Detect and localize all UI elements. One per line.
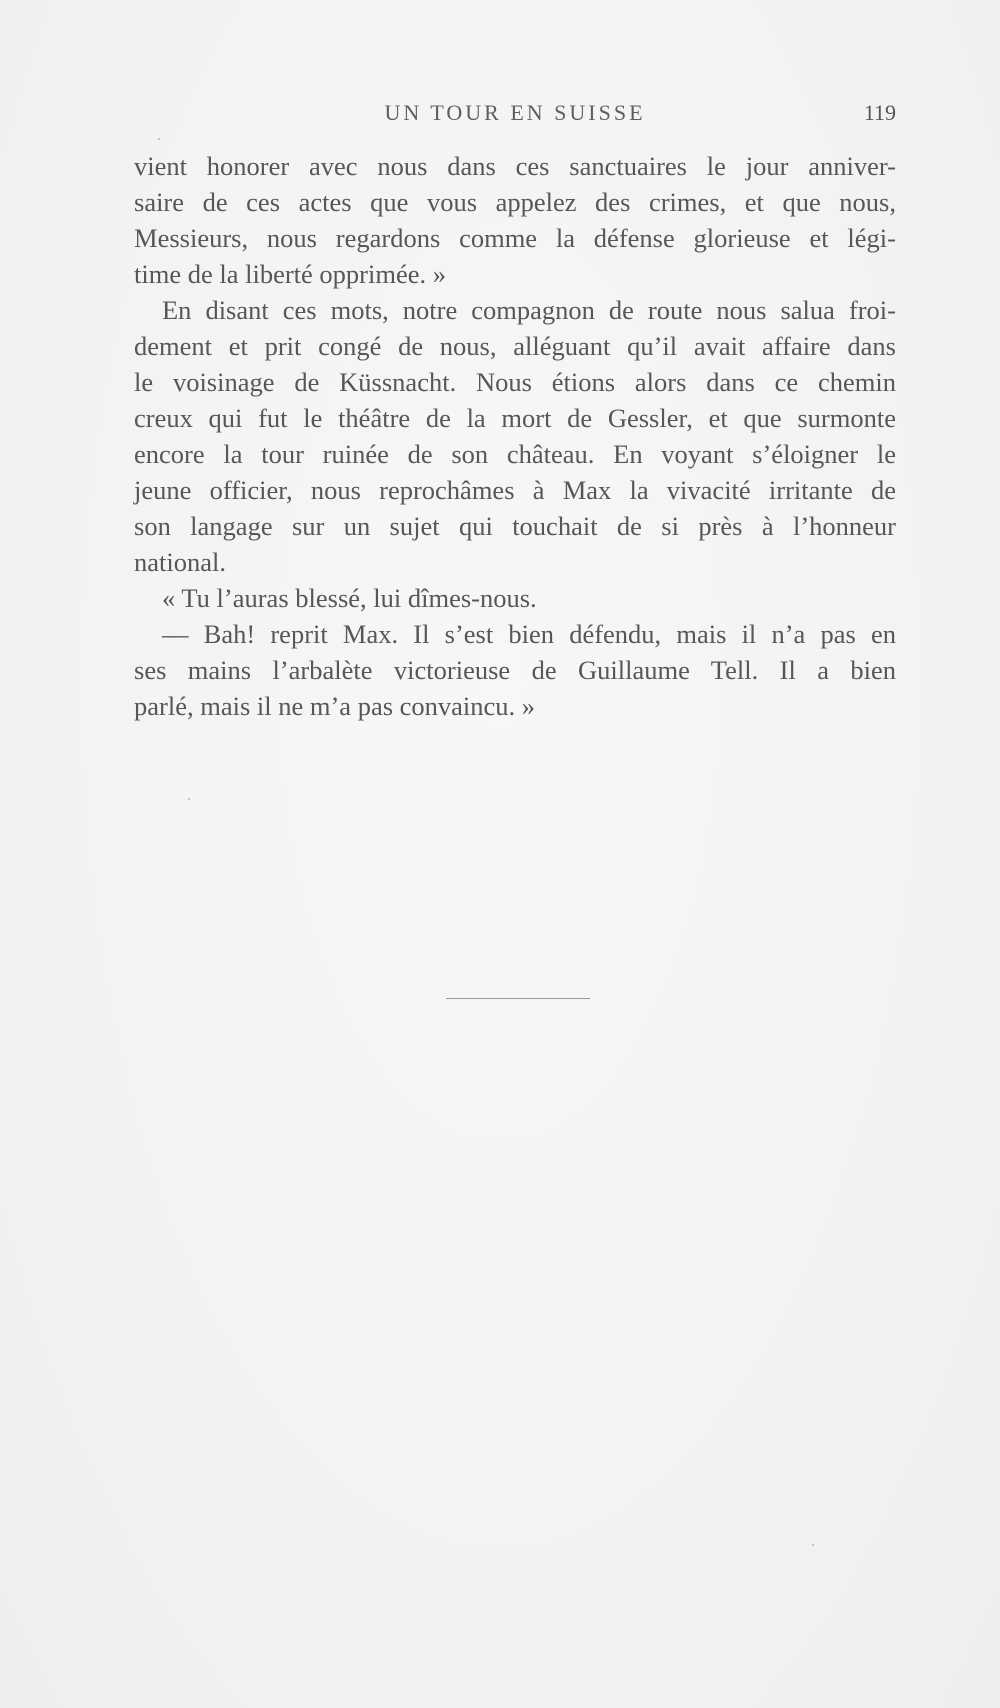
text-line: Messieurs, nous regardons comme la défense glorieuse et légi- (134, 223, 896, 253)
text-line: dement et prit congé de nous, alléguant qu’il avait affaire dans (134, 331, 896, 361)
body-text (134, 148, 896, 724)
text-line: — Bah! reprit Max. Il s’est bien défendu, mais il n’a pas en (162, 619, 896, 649)
running-header (134, 100, 896, 130)
text-line: « Tu l’auras blessé, lui dîmes-nous. (162, 583, 537, 613)
running-title: UN TOUR EN SUISSE (384, 100, 646, 125)
text-line: ses mains l’arbalète victorieuse de Guillaume Tell. Il a bien (134, 655, 896, 685)
text-line: son langage sur un sujet qui touchait de si près à l’honneur (134, 511, 896, 541)
paper-speck (158, 138, 160, 140)
text-line: creux qui fut le théâtre de la mort de Gessler, et que surmonte (134, 403, 896, 433)
text-line: En disant ces mots, notre compagnon de route nous salua froi- (162, 295, 896, 325)
text-line: saire de ces actes que vous appelez des crimes, et que nous, (134, 187, 896, 217)
text-line: time de la liberté opprimée. » (134, 259, 446, 289)
text-line: vient honorer avec nous dans ces sanctuaires le jour anniver- (134, 151, 896, 181)
text-line: le voisinage de Küssnacht. Nous étions alors dans ce chemin (134, 367, 896, 397)
text-line: parlé, mais il ne m’a pas convaincu. » (134, 691, 536, 721)
end-of-chapter-rule (446, 998, 590, 999)
paper-speck (812, 1544, 814, 1546)
text-line: jeune officier, nous reprochâmes à Max la vivacité irritante de (134, 475, 896, 505)
paper-speck (188, 798, 190, 800)
page-number: 119 (863, 100, 896, 125)
text-line: encore la tour ruinée de son château. En voyant s’éloigner le (134, 439, 896, 469)
text-line: national. (134, 547, 226, 577)
